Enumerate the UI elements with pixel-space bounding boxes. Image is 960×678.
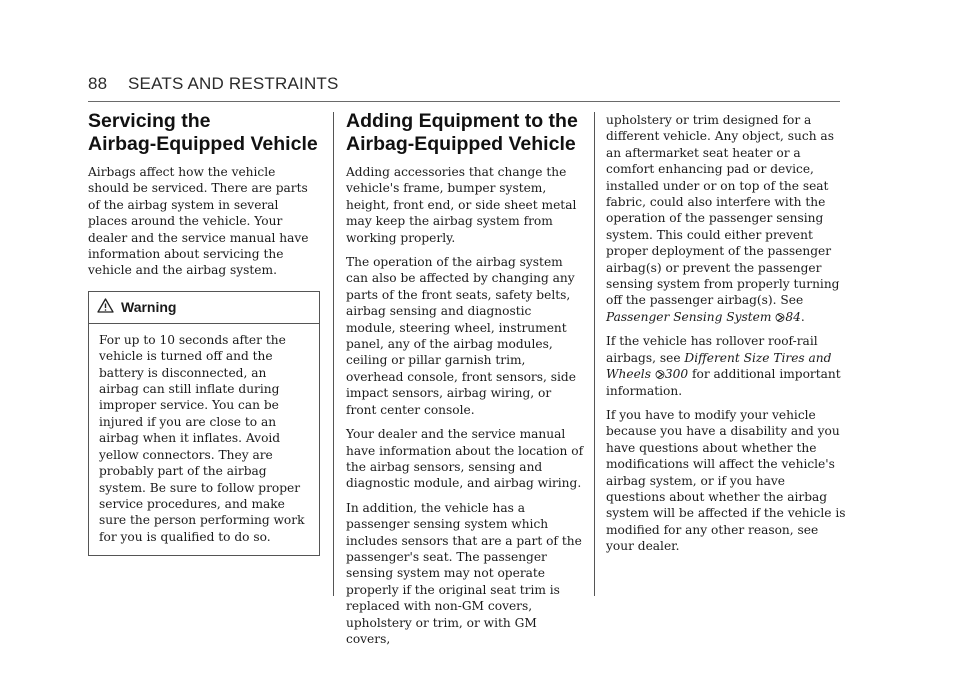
paragraph-passenger-sensing: In addition, the vehicle has a passenger sensing system which includes sensors that are a part of the passenger's seat. The passenger sensing system may not operate properly if the original seat trim is replaced with non-GM covers, upholstery or trim, or with GM covers,: [346, 500, 582, 646]
xref-tires-wheels[interactable]: Different Size Tires and Wheels: [606, 350, 832, 382]
page-reference-arrow-icon: [775, 313, 785, 322]
servicing-paragraph: Airbags affect how the vehicle should be serviced. There are parts of the airbag system in several places around the vehicle. Your dealer and the service manual have information about servicing the vehicle and the airbag system.: [88, 165, 309, 278]
paragraph-operation: The operation of the airbag system can also be affected by changing any parts of the front seats, safety belts, airbag sensing and diagnostic module, steering wheel, instrument panel, any of the airbag modules, ceiling or pillar garnish trim, overhead console, front sensors, side impact sensors, airbag wiring, or front center console.: [346, 255, 576, 417]
warning-text: For up to 10 seconds after the vehicle is turned off and the battery is disconnected, an airbag can still inflate during improper service. You can be injured if you are close to an airbag when it inflates. Avoid yellow connectors. They are probably part of the airbag system. Be sure to follow proper service procedures, and make sure the person performing work for you is qualified to do so.: [99, 332, 305, 544]
paragraph-accessories: Adding accessories that change the vehicle's frame, bumper system, height, front end, or side sheet metal may keep the airbag system from working properly.: [346, 165, 577, 245]
page-reference-arrow-icon: [655, 370, 665, 379]
servicing-heading: Servicing the Airbag-Equipped Vehicle: [88, 110, 318, 155]
warning-header: [89, 292, 319, 324]
page-header: [88, 70, 840, 100]
column-servicing: [88, 110, 320, 556]
section-title: SEATS AND RESTRAINTS: [128, 74, 339, 93]
xref-passenger-sensing[interactable]: Passenger Sensing System: [606, 309, 772, 324]
paragraph-rollover: If the vehicle has rollover roof-rail airbags, see Different Size Tires and Wheels 300 for additional important information.: [606, 334, 841, 398]
warning-box: [88, 291, 320, 556]
column-divider-right: [594, 112, 595, 596]
header-rule: [88, 101, 840, 102]
page-number: 88: [88, 74, 108, 93]
warning-body: [89, 324, 319, 555]
warning-title: Warning: [121, 299, 177, 316]
adding-equipment-heading: Adding Equipment to the Airbag-Equipped Vehicle: [346, 110, 578, 155]
xref-page-300[interactable]: 300: [664, 367, 689, 382]
paragraph-disability: If you have to modify your vehicle because you have a disability and you have questions about whether the modifications will affect the vehicle's airbag system, or if you have questions about whether the airbag system will be affected if the vehicle is modified for any other reason, see your dealer.: [606, 407, 846, 554]
paragraph-upholstery: upholstery or trim designed for a different vehicle. Any object, such as an aftermarket seat heater or a comfort enhancing pad or device, installed under or on top of the seat fabric, could also interfere with the operation of the passenger sensing system. This could either prevent proper deployment of the passenger airbag(s) or prevent the passenger sensing system from properly turning off the passenger airbag(s). See Passenger Sensing System 84.: [606, 113, 840, 324]
column-continued: [606, 112, 846, 563]
column-divider-left: [333, 112, 334, 596]
column-adding-equipment: [346, 110, 584, 655]
paragraph-dealer-info: Your dealer and the service manual have information about the location of the airbag sensors, sensing and diagnostic module, and airbag wiring.: [346, 427, 584, 491]
warning-triangle-icon: [97, 298, 114, 317]
xref-page-84[interactable]: 84: [785, 309, 801, 324]
